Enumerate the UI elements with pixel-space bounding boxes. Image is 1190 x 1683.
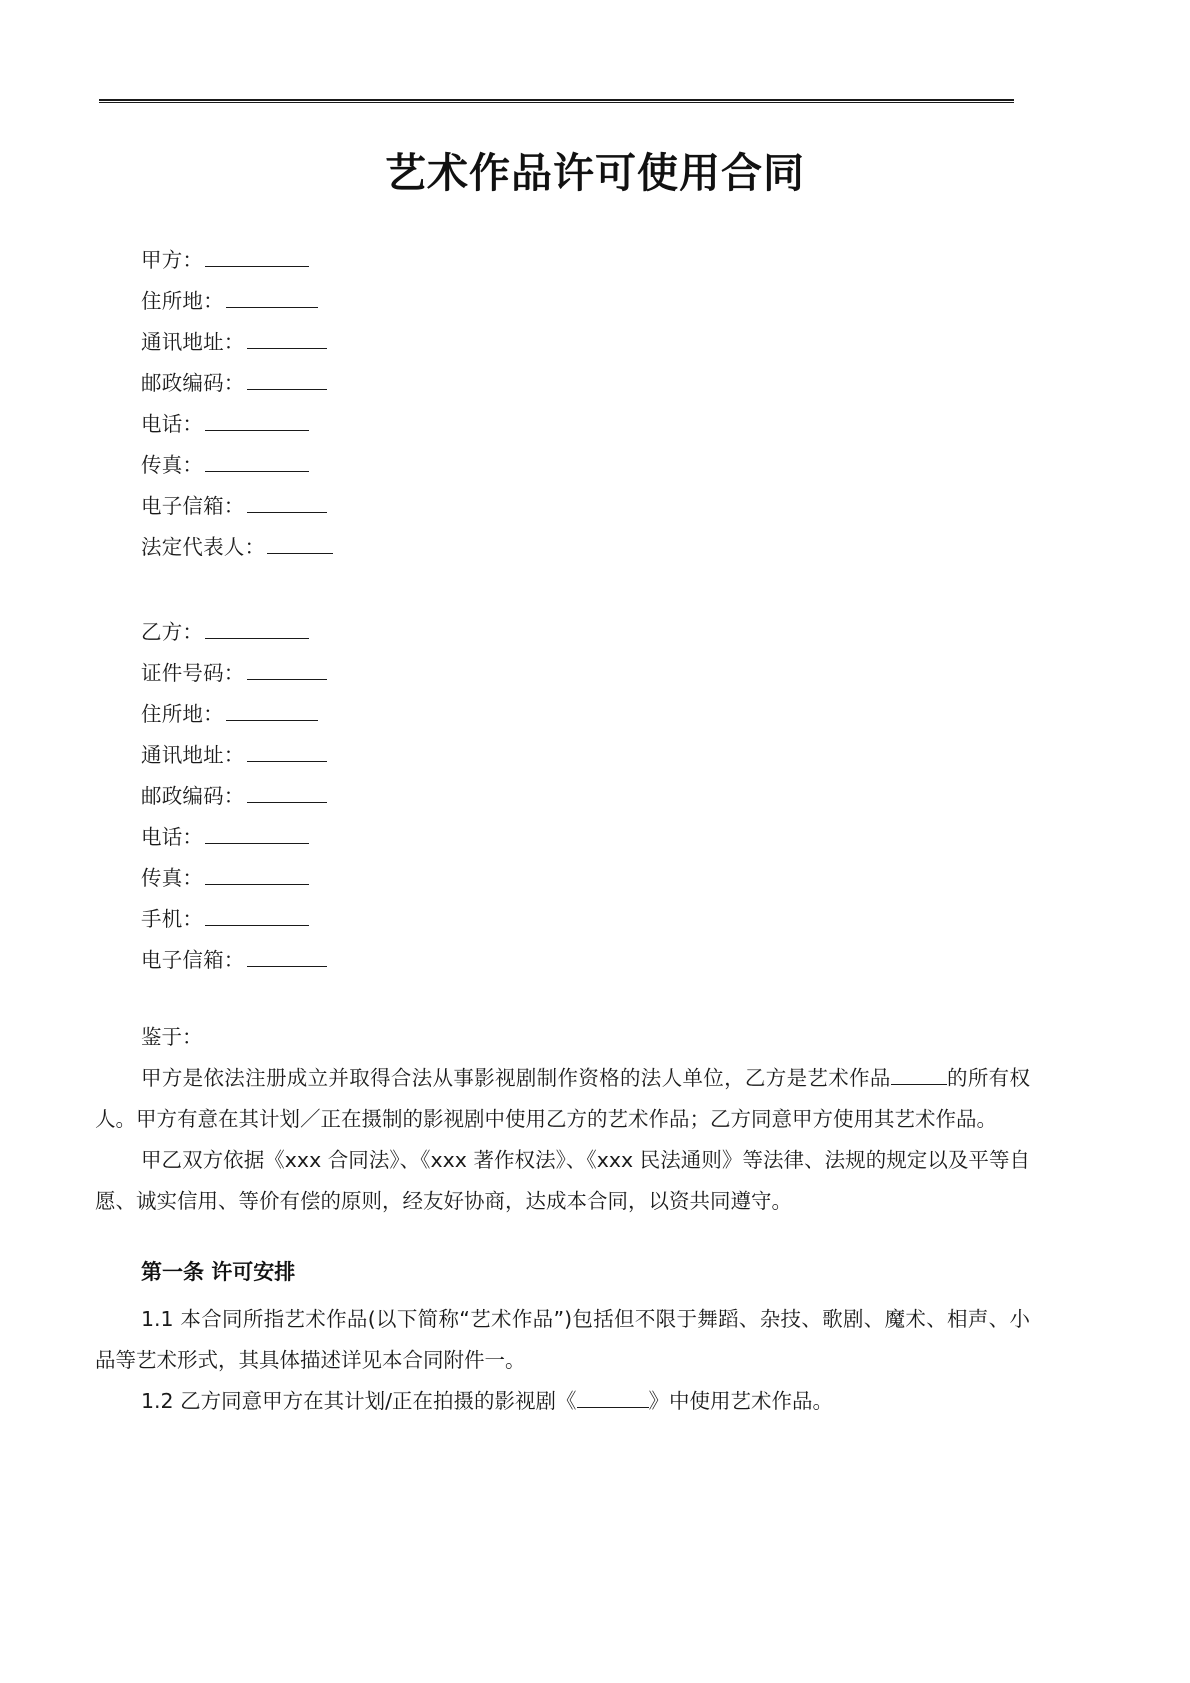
field-label: 法定代表人： (141, 535, 266, 559)
clause-1-1: 1.1 本合同所指艺术作品(以下简称“艺术作品”)包括但不限于舞蹈、杂技、歌剧、魔术、相声、小品等艺术形式，其具体描述详见本合同附件一。 (95, 1307, 1030, 1372)
recital-1-text-before: 甲方是依法注册成立并取得合法从事影视剧制作资格的法人单位，乙方是艺术作品 (141, 1066, 891, 1090)
fill-in-blank[interactable] (205, 824, 309, 844)
field-label: 住所地： (141, 289, 224, 313)
fill-in-blank[interactable] (205, 619, 309, 639)
field-label: 乙方： (141, 620, 204, 644)
clause-1-2-text-before: 1.2 乙方同意甲方在其计划/正在拍摄的影视剧《 (141, 1389, 577, 1413)
field-row-party-b-postal-code (95, 776, 1030, 817)
fill-in-blank[interactable] (247, 742, 327, 762)
field-label: 住所地： (141, 702, 224, 726)
article-heading-spacer (95, 1222, 1030, 1252)
recital-1-text-after: 的所有权人。甲方有意在其计划／正在摄制的影视剧中使用乙方的艺术作品；乙方同意甲方使用其艺术作品。 (95, 1066, 1031, 1131)
fill-in-blank[interactable] (247, 947, 327, 967)
field-label: 电话： (141, 412, 204, 436)
field-row-party-a-residence (95, 281, 1030, 322)
fill-in-blank[interactable] (267, 534, 333, 554)
recitals-spacer (95, 981, 1030, 1017)
recital-paragraph-1 (95, 1058, 1030, 1140)
field-label: 通讯地址： (141, 743, 245, 767)
fill-in-blank[interactable] (247, 783, 327, 803)
recitals-lead-label: 鉴于： (141, 1025, 203, 1049)
page-title: 艺术作品许可使用合同 (385, 149, 805, 197)
fill-in-blank[interactable] (247, 370, 327, 390)
fill-in-blank[interactable] (247, 329, 327, 349)
fill-in-blank[interactable] (205, 865, 309, 885)
field-row-party-b-id-number (95, 653, 1030, 694)
field-label: 电话： (141, 825, 204, 849)
field-row-party-b-phone (95, 817, 1030, 858)
field-label: 手机： (141, 907, 204, 931)
field-label: 邮政编码： (141, 784, 245, 808)
fill-in-blank[interactable] (226, 701, 318, 721)
field-row-party-b-email (95, 940, 1030, 981)
clause-1-2-text-after: 》中使用艺术作品。 (648, 1389, 834, 1413)
fill-in-blank[interactable] (205, 411, 309, 431)
field-label: 证件号码： (141, 661, 245, 685)
field-row-party-b-residence (95, 694, 1030, 735)
field-row-party-a-mailing-address (95, 322, 1030, 363)
clause-1-2 (95, 1381, 1030, 1422)
fill-in-blank[interactable] (247, 660, 327, 680)
field-label: 电子信箱： (141, 948, 245, 972)
field-row-party-a-phone (95, 404, 1030, 445)
field-label: 传真： (141, 453, 204, 477)
article-one-heading: 第一条 许可安排 (141, 1260, 296, 1284)
field-label: 甲方： (141, 248, 204, 272)
header-divider-rule (99, 99, 1014, 103)
field-label: 通讯地址： (141, 330, 245, 354)
fill-in-blank[interactable] (205, 906, 309, 926)
field-label: 邮政编码： (141, 371, 245, 395)
field-row-party-a-email (95, 486, 1030, 527)
fill-in-blank[interactable] (205, 247, 309, 267)
party-block-spacer (95, 568, 1030, 612)
fill-in-blank[interactable] (205, 452, 309, 472)
field-row-party-b-name (95, 612, 1030, 653)
field-label: 电子信箱： (141, 494, 245, 518)
field-row-party-b-mobile (95, 899, 1030, 940)
party-b-field-list (95, 612, 1030, 981)
fill-in-blank[interactable] (247, 493, 327, 513)
field-row-party-b-mailing-address (95, 735, 1030, 776)
field-row-party-a-fax (95, 445, 1030, 486)
field-row-party-a-postal-code (95, 363, 1030, 404)
fill-in-blank[interactable] (226, 288, 318, 308)
party-a-field-list (95, 240, 1030, 568)
fill-in-blank[interactable] (891, 1065, 947, 1085)
field-label: 传真： (141, 866, 204, 890)
document-body (95, 240, 1030, 1422)
field-row-party-b-fax (95, 858, 1030, 899)
field-row-party-a-legal-representative (95, 527, 1030, 568)
recital-paragraph-2: 甲乙双方依据《xxx 合同法》、《xxx 著作权法》、《xxx 民法通则》等法律、法规的规定以及平等自愿、诚实信用、等价有偿的原则，经友好协商，达成本合同，以资共同遵守。 (95, 1148, 1030, 1213)
fill-in-blank[interactable] (577, 1388, 649, 1408)
field-row-party-a-name (95, 240, 1030, 281)
